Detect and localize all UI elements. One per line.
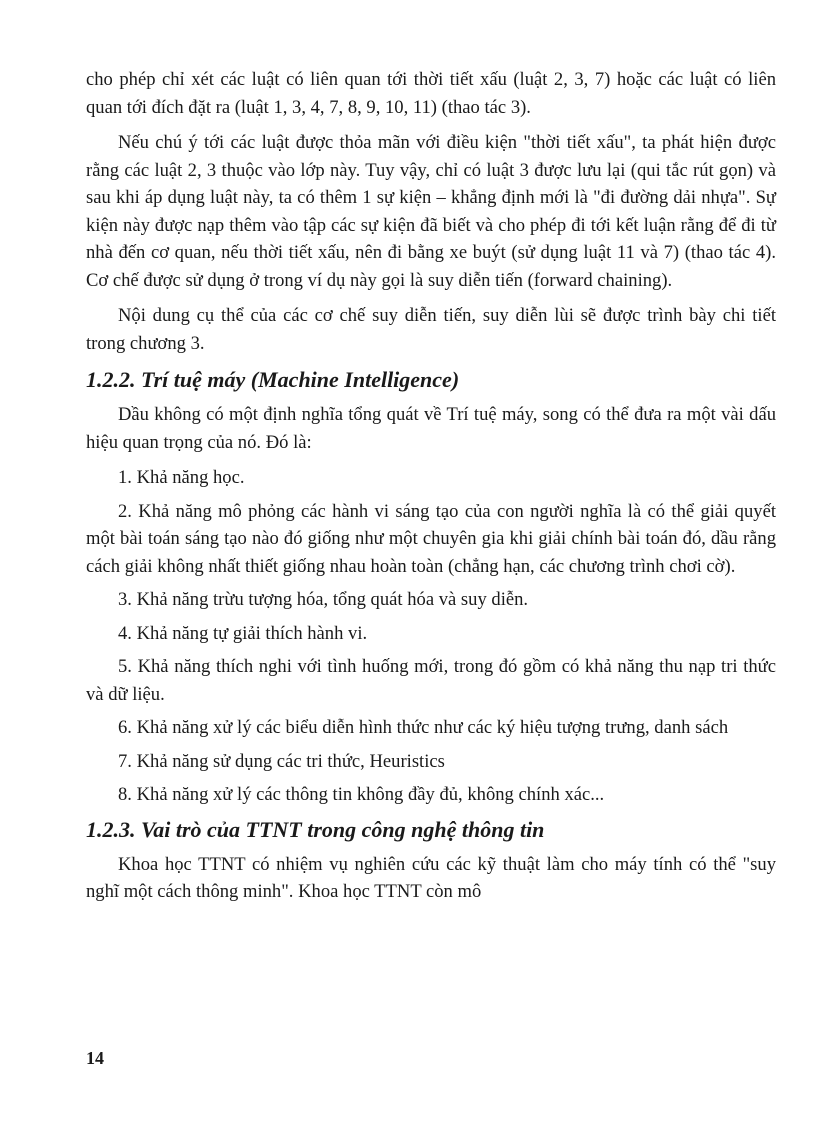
paragraph-3: Nội dung cụ thể của các cơ chế suy diễn tiến, suy diễn lùi sẽ được trình bày chi tiết trong chương 3. bbox=[86, 305, 776, 354]
list-item: 2. Khả năng mô phỏng các hành vi sáng tạo của con người nghĩa là có thể giải quyết một bài toán sáng tạo nào đó giống như một chuyên gia khi giải chính bài toán đó, dầu rằng cách giải không nhất thiết giống nhau hoàn toàn (chẳng hạn, các chương trình chơi cờ). bbox=[86, 500, 776, 577]
list-item: 5. Khả năng thích nghi với tình huống mới, trong đó gồm có khả năng thu nạp tri thức và dữ liệu. bbox=[86, 656, 776, 705]
list-item: 3. Khả năng trừu tượng hóa, tổng quát hóa và suy diễn. bbox=[118, 589, 529, 610]
section-1-2-3-intro: Khoa học TTNT có nhiệm vụ nghiên cứu các kỹ thuật làm cho máy tính có thể "suy nghĩ một cách thông minh". Khoa học TTNT còn mô bbox=[86, 853, 776, 902]
section-heading-1-2-3: 1.2.3. Vai trò của TTNT trong công nghệ thông tin bbox=[86, 816, 545, 842]
list-item: 8. Khả năng xử lý các thông tin không đầy đủ, không chính xác... bbox=[118, 784, 605, 805]
list-item: 1. Khả năng học. bbox=[118, 467, 245, 488]
paragraph-1: cho phép chỉ xét các luật có liên quan tới thời tiết xấu (luật 2, 3, 7) hoặc các luật có liên quan tới đích đặt ra (luật 1, 3, 4, 7, 8, 9, 10, 11) (thao tác 3). bbox=[86, 69, 776, 118]
section-1-2-2-intro: Dầu không có một định nghĩa tổng quát về Trí tuệ máy, song có thể đưa ra một vài dấu hiệu quan trọng của nó. Đó là: bbox=[86, 404, 776, 453]
list-item: 6. Khả năng xử lý các biểu diễn hình thức như các ký hiệu tượng trưng, danh sách bbox=[118, 717, 729, 738]
paragraph-2: Nếu chú ý tới các luật được thỏa mãn với điều kiện "thời tiết xấu", ta phát hiện được rằng các luật 2, 3 thuộc vào lớp này. Tuy vậy, chỉ có luật 3 được lưu lại (qui tắc rút gọn) và sau khi áp dụng luật này, ta có thêm 1 sự kiện – khẳng định mới là "đi đường dải nhựa". Sự kiện này được nạp thêm vào tập các sự kiện đã biết và cho phép đi tới kết luận rằng để đi từ nhà đến cơ quan, nếu thời tiết xấu, nên đi bằng xe buýt (sử dụng luật 11 và 7) (thao tác 4). Cơ chế được sử dụng ở trong ví dụ này gọi là suy diễn tiến (forward chaining). bbox=[86, 132, 776, 291]
list-item: 4. Khả năng tự giải thích hành vi. bbox=[118, 622, 368, 644]
page-number: 14 bbox=[86, 1048, 104, 1068]
page-body bbox=[86, 66, 776, 914]
list-item: 7. Khả năng sử dụng các tri thức, Heuristics bbox=[118, 750, 445, 772]
section-heading-1-2-2: 1.2.2. Trí tuệ máy (Machine Intelligence) bbox=[86, 367, 460, 392]
